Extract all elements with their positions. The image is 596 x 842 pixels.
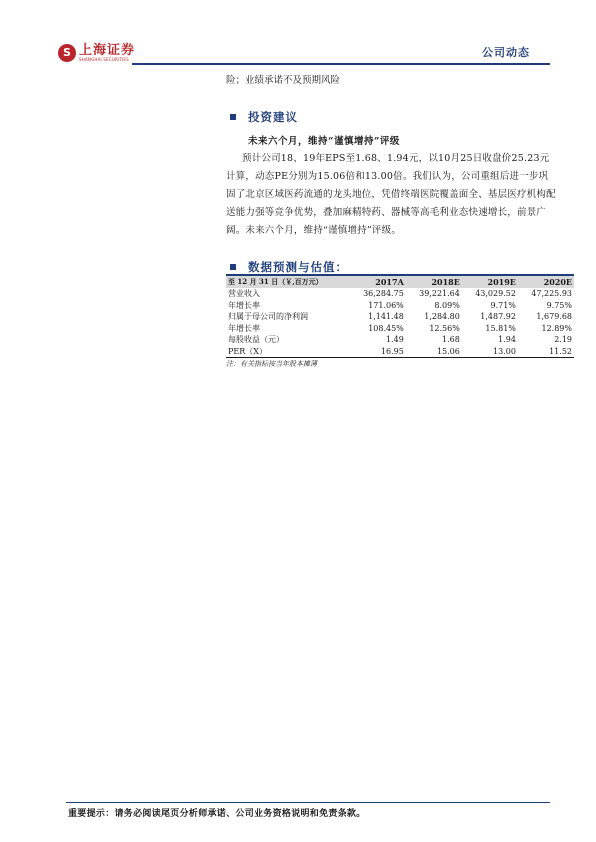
- table-cell: 2.19: [554, 335, 572, 345]
- table-row: [226, 346, 574, 358]
- footer-divider: [66, 802, 550, 803]
- table-header-row: [226, 275, 574, 288]
- table-header-cell: 2019E: [487, 277, 516, 287]
- section-title-text: 投资建议: [248, 110, 298, 124]
- table-cell: 108.45%: [368, 323, 404, 333]
- table-cell: 1,487.92: [480, 312, 516, 322]
- table-row: [226, 311, 574, 323]
- square-bullet-icon: [230, 264, 236, 270]
- table-cell: 47,225.93: [531, 289, 572, 299]
- table-cell: 43,029.52: [475, 289, 516, 299]
- table-header-cell: 2018E: [431, 277, 460, 287]
- table-cell: 13.00: [462, 346, 518, 358]
- section-forecast-valuation: [230, 259, 348, 275]
- logo-chinese-name: 上海证券: [79, 43, 136, 58]
- page-header: [0, 0, 596, 66]
- table-cell: 营业收入: [228, 289, 260, 299]
- table-cell: 39,221.64: [419, 289, 460, 299]
- company-logo: [58, 44, 135, 62]
- table-cell: 16.95: [350, 346, 406, 358]
- table-header-cell: 2020E: [543, 277, 572, 287]
- table-cell: 1,141.48: [368, 312, 404, 322]
- investment-paragraph: 预计公司18、19年EPS至1.68、1.94元，以10月25日收盘价25.23元计算，动态PE分别为15.06倍和13.00倍。我们认为，公司重组后进一步巩固了北京区域医药流通的龙头地位，凭借终端医院覆盖面全、基层医疗机构配送能力强等竞争优势，叠加麻精特药、器械等高毛利业态快速增长，前景广阔。未来六个月，维持“谨慎增持”评级。: [226, 153, 556, 236]
- rating-subheading: 未来六个月，维持“谨慎增持”评级: [248, 136, 400, 147]
- table-cell: 每股收益（元）: [228, 335, 284, 345]
- risk-line: 险；业绩承诺不及预期风险: [226, 75, 341, 86]
- forecast-table: [226, 274, 574, 358]
- table-cell: 归属于母公司的净利润: [228, 312, 308, 322]
- table-cell: 1.68: [442, 335, 460, 345]
- square-bullet-icon: [230, 114, 236, 120]
- table-cell: 15.06: [406, 346, 462, 358]
- table-cell: 9.71%: [490, 300, 516, 310]
- table-cell: 171.06%: [368, 300, 404, 310]
- table-cell: 年增长率: [228, 323, 260, 333]
- header-divider: [132, 63, 550, 65]
- table-note: 注：有关指标按当年股本摊薄: [226, 360, 317, 368]
- table-row: [226, 288, 574, 300]
- table-cell: 9.75%: [546, 300, 572, 310]
- table-row: [226, 334, 574, 346]
- table-cell: 12.89%: [541, 323, 572, 333]
- table-cell: PER（X）: [226, 346, 350, 358]
- logo-mark-icon: S: [58, 44, 76, 62]
- section-title-text: 数据预测与估值：: [248, 260, 348, 274]
- forecast-table-container: [226, 274, 574, 369]
- table-cell: 1,284.80: [424, 312, 460, 322]
- table-row: [226, 300, 574, 312]
- table-header-cell: 至 12 月 31 日（￥,百万元）: [228, 277, 323, 286]
- table-header-cell: 2017A: [375, 277, 404, 287]
- table-cell: 36,284.75: [363, 289, 404, 299]
- logo-english-name: SHANGHAI SECURITIES: [79, 57, 129, 62]
- table-cell: 1,679.68: [536, 312, 572, 322]
- section-investment-advice: [230, 109, 298, 125]
- table-cell: 年增长率: [228, 300, 260, 310]
- table-cell: 1.94: [498, 335, 516, 345]
- report-type-title: 公司动态: [482, 46, 530, 59]
- table-cell: 8.09%: [434, 300, 460, 310]
- disclaimer-notice: 重要提示：请务必阅读尾页分析师承诺、公司业务资格说明和免责条款。: [68, 809, 366, 819]
- table-cell: 12.56%: [429, 323, 460, 333]
- table-cell: 11.52: [518, 346, 574, 358]
- table-cell: 1.49: [385, 335, 404, 345]
- table-cell: 15.81%: [485, 323, 516, 333]
- table-row: [226, 323, 574, 335]
